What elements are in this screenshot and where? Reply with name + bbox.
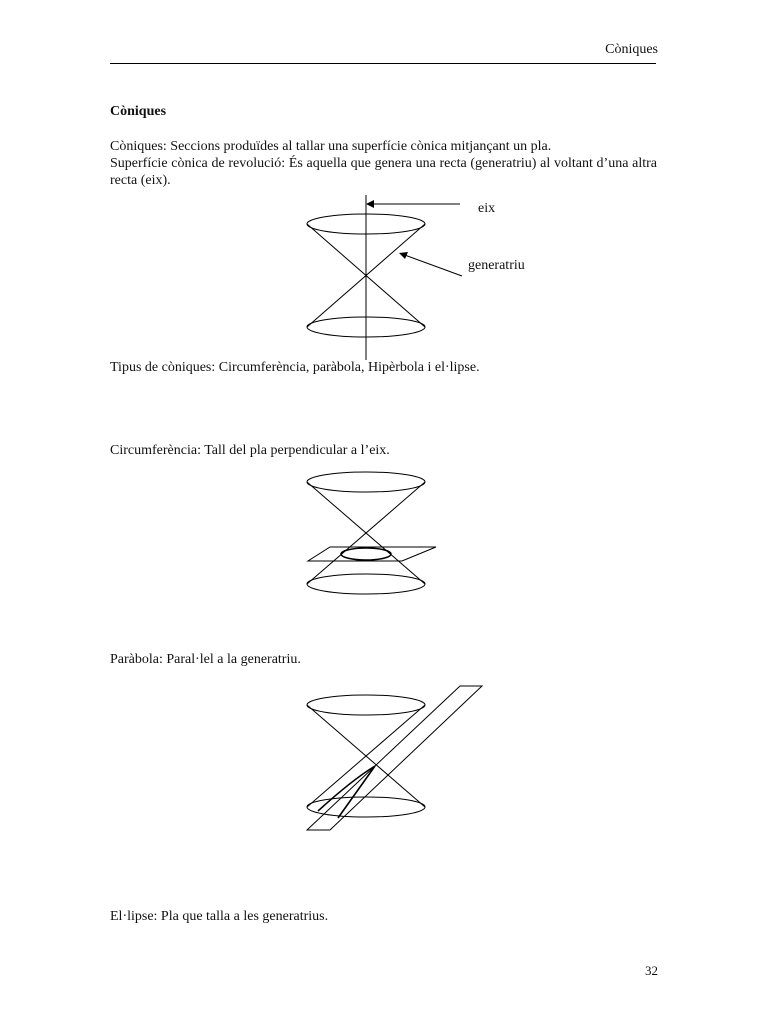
parabola-caption: Paràbola: Paral·lel a la generatriu. [110,652,301,667]
circumference-caption: Circumferència: Tall del pla perpendicular a l’eix. [110,443,390,458]
page-number: 32 [645,963,658,978]
generatrix-label: generatriu [468,258,525,273]
intro-surface-definition: Superfície cònica de revolució: És aquella que genera una recta (generatriu) al voltant d’una altra recta (eix). [110,156,657,188]
intro-definition: Còniques: Seccions produïdes al tallar una superfície cònica mitjançant un pla. [110,139,552,154]
section-heading: Còniques [110,104,167,119]
axis-label: eix [478,201,496,216]
running-header: Còniques [605,42,658,57]
conic-types-text: Tipus de còniques: Circumferència, paràbola, Hipèrbola i el·lipse. [110,360,480,375]
ellipse-caption: El·lipse: Pla que talla a les generatrius. [110,909,329,924]
cutting-plane [307,686,482,830]
